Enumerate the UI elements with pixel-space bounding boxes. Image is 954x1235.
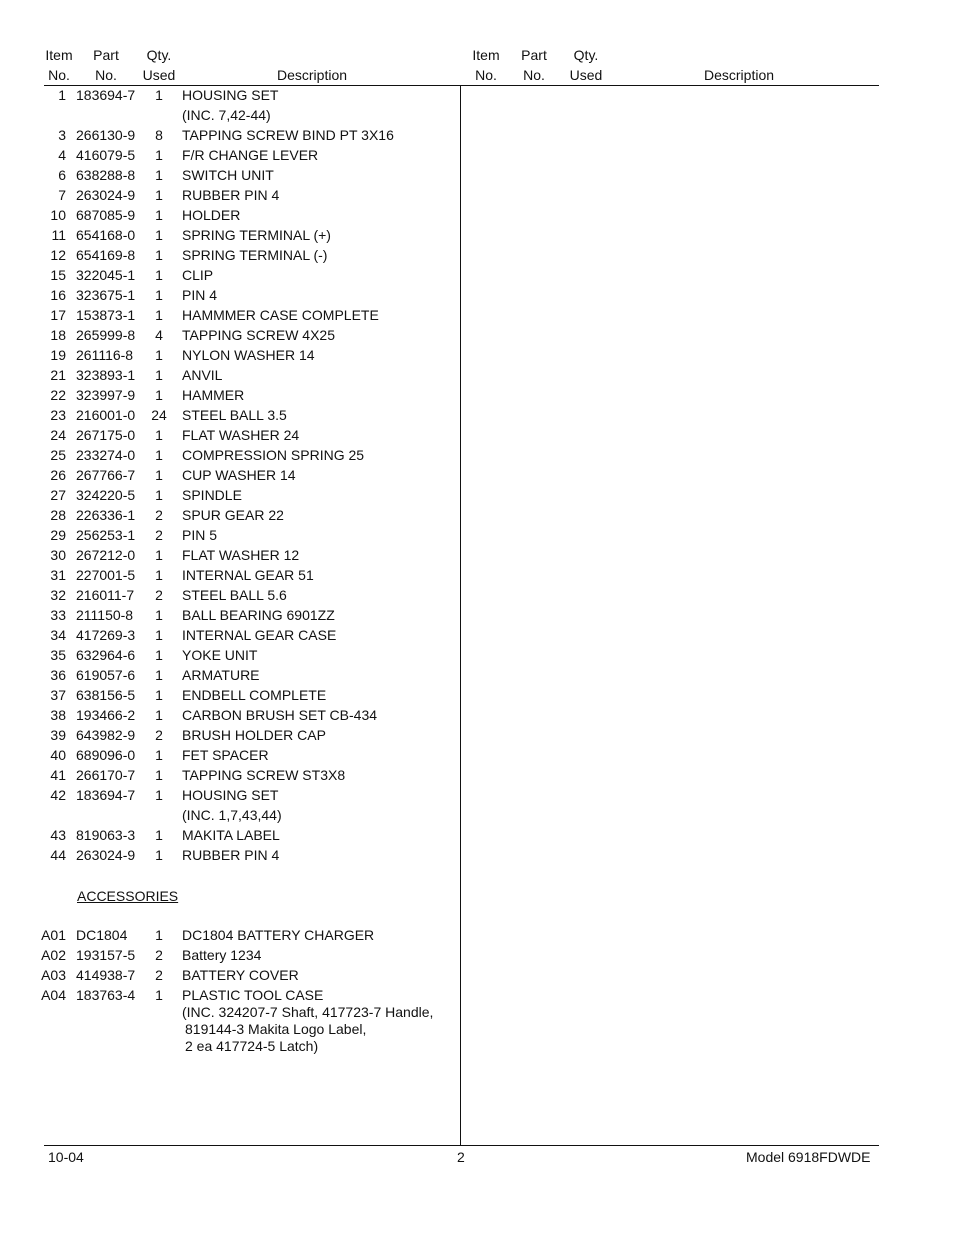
item-number: 33	[50, 607, 66, 623]
item-number: 37	[50, 687, 66, 703]
parts-row	[0, 365, 460, 385]
tool-case-note-line: 819144-3 Makita Logo Label,	[185, 1021, 367, 1037]
parts-row	[0, 685, 460, 705]
part-description: TAPPING SCREW BIND PT 3X16	[182, 127, 394, 143]
quantity-used: 1	[155, 147, 163, 163]
parts-row	[0, 945, 460, 965]
part-number: 263024-9	[76, 187, 136, 203]
parts-row	[0, 585, 460, 605]
quantity-used: 1	[155, 487, 163, 503]
quantity-used: 1	[155, 467, 163, 483]
part-number: 267175-0	[76, 427, 136, 443]
quantity-used: 2	[155, 587, 163, 603]
part-number: 322045-1	[76, 267, 136, 283]
part-number: 689096-0	[76, 747, 136, 763]
part-number: 216001-0	[76, 407, 136, 423]
quantity-used: 2	[155, 947, 163, 963]
parts-row	[0, 765, 460, 785]
parts-row	[0, 845, 460, 865]
part-number: 183694-7	[76, 87, 136, 103]
quantity-used: 2	[155, 967, 163, 983]
part-description: TAPPING SCREW ST3X8	[182, 767, 346, 783]
part-description: BALL BEARING 6901ZZ	[182, 607, 335, 623]
part-number: 233274-0	[76, 447, 136, 463]
part-number: 183763-4	[76, 987, 136, 1003]
parts-row	[0, 85, 460, 105]
part-description: PLASTIC TOOL CASE	[182, 987, 324, 1003]
item-number: 31	[50, 567, 66, 583]
quantity-used: 8	[155, 127, 163, 143]
part-number: 265999-8	[76, 327, 136, 343]
parts-row	[0, 985, 460, 1005]
part-number: 638288-8	[76, 167, 136, 183]
item-number: 32	[50, 587, 66, 603]
part-description: HOUSING SET	[182, 787, 279, 803]
part-number: 226336-1	[76, 507, 136, 523]
item-number: 43	[50, 827, 66, 843]
part-number: 819063-3	[76, 827, 136, 843]
part-number: 324220-5	[76, 487, 136, 503]
part-number: 211150-8	[76, 607, 134, 623]
quantity-used: 1	[155, 647, 163, 663]
part-description: FLAT WASHER 12	[182, 547, 300, 563]
part-number: 687085-9	[76, 207, 136, 223]
part-number: 263024-9	[76, 847, 136, 863]
parts-row	[0, 265, 460, 285]
part-number: 323893-1	[76, 367, 136, 383]
parts-row	[0, 445, 460, 465]
parts-row	[0, 425, 460, 445]
item-number: 12	[50, 247, 66, 263]
parts-row	[0, 785, 460, 805]
item-number: 39	[50, 727, 66, 743]
item-number: 10	[50, 207, 66, 223]
quantity-used: 1	[155, 247, 163, 263]
quantity-used: 1	[155, 427, 163, 443]
quantity-used: 1	[155, 847, 163, 863]
parts-row	[0, 545, 460, 565]
part-number: 654169-8	[76, 247, 136, 263]
item-number: 36	[50, 667, 66, 683]
item-number: 27	[50, 487, 66, 503]
item-number: 17	[50, 307, 66, 323]
parts-row	[0, 225, 460, 245]
header-item-no: Item No.	[45, 47, 73, 83]
item-number: 34	[50, 627, 66, 643]
part-description: ARMATURE	[182, 667, 260, 683]
part-description: COMPRESSION SPRING 25	[182, 447, 365, 463]
quantity-used: 2	[155, 727, 163, 743]
parts-row	[0, 725, 460, 745]
part-number: 632964-6	[76, 647, 136, 663]
item-number: 41	[50, 767, 66, 783]
quantity-used: 1	[155, 87, 163, 103]
part-number: 416079-5	[76, 147, 136, 163]
quantity-used: 1	[155, 167, 163, 183]
part-number: 643982-9	[76, 727, 136, 743]
parts-row	[0, 645, 460, 665]
parts-row	[0, 465, 460, 485]
part-description: HOUSING SET	[182, 87, 279, 103]
quantity-used: 1	[155, 447, 163, 463]
part-number: 267766-7	[76, 467, 136, 483]
item-number: 42	[50, 787, 66, 803]
part-description: FLAT WASHER 24	[182, 427, 300, 443]
part-description: SPINDLE	[182, 487, 242, 503]
item-number: 26	[50, 467, 66, 483]
part-description: DC1804 BATTERY CHARGER	[182, 927, 375, 943]
part-description: SPUR GEAR 22	[182, 507, 284, 523]
header-item-no-right: Item No.	[472, 47, 500, 83]
part-number: 267212-0	[76, 547, 136, 563]
part-description: (INC. 7,42-44)	[182, 107, 271, 123]
item-number: A04	[41, 987, 66, 1003]
part-number: 266130-9	[76, 127, 136, 143]
part-number: 193157-5	[76, 947, 136, 963]
item-number: 40	[50, 747, 66, 763]
part-description: CARBON BRUSH SET CB-434	[182, 707, 378, 723]
header-part-no-right: Part No.	[521, 47, 547, 83]
part-number: 261116-8	[76, 347, 134, 363]
item-number: 38	[50, 707, 66, 723]
column-divider	[460, 85, 461, 1145]
part-description: TAPPING SCREW 4X25	[182, 327, 336, 343]
part-number: 654168-0	[76, 227, 136, 243]
item-number: A01	[41, 927, 66, 943]
model-number: Model 6918FDWDE	[746, 1149, 871, 1165]
part-description: FET SPACER	[182, 747, 269, 763]
part-description: HAMMER	[182, 387, 245, 403]
item-number: 16	[50, 287, 66, 303]
footer-date: 10-04	[48, 1149, 84, 1165]
item-number: A02	[41, 947, 66, 963]
part-description: (INC. 1,7,43,44)	[182, 807, 282, 823]
parts-row	[0, 805, 460, 825]
header-qty-used: Qty. Used	[142, 47, 176, 83]
part-number: 417269-3	[76, 627, 136, 643]
parts-row	[0, 285, 460, 305]
quantity-used: 1	[155, 787, 163, 803]
part-description: INTERNAL GEAR 51	[182, 567, 314, 583]
parts-row	[0, 185, 460, 205]
quantity-used: 1	[155, 827, 163, 843]
item-number: 25	[50, 447, 66, 463]
part-description: NYLON WASHER 14	[182, 347, 315, 363]
quantity-used: 1	[155, 627, 163, 643]
part-description: RUBBER PIN 4	[182, 847, 280, 863]
parts-row	[0, 505, 460, 525]
item-number: 22	[50, 387, 66, 403]
part-number: 227001-5	[76, 567, 136, 583]
footer-rule	[44, 1145, 879, 1146]
parts-row	[0, 705, 460, 725]
quantity-used: 2	[155, 507, 163, 523]
part-number: 323997-9	[76, 387, 136, 403]
part-description: PIN 4	[182, 287, 218, 303]
parts-row	[0, 325, 460, 345]
item-number: 28	[50, 507, 66, 523]
tool-case-note-line: 2 ea 417724-5 Latch)	[185, 1038, 319, 1054]
parts-row	[0, 245, 460, 265]
part-description: STEEL BALL 3.5	[182, 407, 287, 423]
page-number: 2	[457, 1149, 465, 1165]
quantity-used: 1	[155, 227, 163, 243]
part-description: SPRING TERMINAL (+)	[182, 227, 331, 243]
quantity-used: 1	[155, 547, 163, 563]
part-description: SWITCH UNIT	[182, 167, 274, 183]
item-number: 3	[58, 127, 66, 143]
parts-row	[0, 105, 460, 125]
parts-row	[0, 605, 460, 625]
part-number: 193466-2	[76, 707, 136, 723]
parts-row	[0, 925, 460, 945]
parts-row	[0, 205, 460, 225]
part-description: MAKITA LABEL	[182, 827, 280, 843]
quantity-used: 1	[155, 767, 163, 783]
part-description: CLIP	[182, 267, 214, 283]
parts-row	[0, 965, 460, 985]
parts-row	[0, 825, 460, 845]
part-number: 256253-1	[76, 527, 136, 543]
parts-row	[0, 305, 460, 325]
quantity-used: 1	[155, 267, 163, 283]
quantity-used: 2	[155, 527, 163, 543]
item-number: 21	[50, 367, 66, 383]
part-number: DC1804	[76, 927, 128, 943]
part-number: 216011-7	[76, 587, 135, 603]
parts-row	[0, 745, 460, 765]
item-number: 30	[50, 547, 66, 563]
parts-row	[0, 405, 460, 425]
quantity-used: 1	[155, 747, 163, 763]
part-number: 414938-7	[76, 967, 136, 983]
quantity-used: 1	[155, 287, 163, 303]
quantity-used: 1	[155, 307, 163, 323]
item-number: 44	[50, 847, 66, 863]
item-number: 29	[50, 527, 66, 543]
part-description: BATTERY COVER	[182, 967, 299, 983]
parts-row	[0, 345, 460, 365]
item-number: 11	[51, 227, 66, 243]
part-description: ENDBELL COMPLETE	[182, 687, 327, 703]
quantity-used: 1	[155, 687, 163, 703]
accessories-title: ACCESSORIES	[77, 888, 179, 904]
part-description: HOLDER	[182, 207, 241, 223]
part-description: STEEL BALL 5.6	[182, 587, 287, 603]
part-number: 153873-1	[76, 307, 136, 323]
part-description: PIN 5	[182, 527, 218, 543]
part-description: CUP WASHER 14	[182, 467, 296, 483]
item-number: 19	[50, 347, 66, 363]
parts-row	[0, 385, 460, 405]
part-number: 183694-7	[76, 787, 136, 803]
part-description: ANVIL	[182, 367, 223, 383]
parts-row	[0, 485, 460, 505]
item-number: 6	[58, 167, 66, 183]
tool-case-note-line: (INC. 324207-7 Shaft, 417723-7 Handle,	[182, 1004, 434, 1020]
item-number: 7	[58, 187, 66, 203]
quantity-used: 24	[151, 407, 167, 423]
parts-row	[0, 565, 460, 585]
item-number: 35	[50, 647, 66, 663]
quantity-used: 1	[155, 667, 163, 683]
part-number: 638156-5	[76, 687, 136, 703]
quantity-used: 1	[155, 187, 163, 203]
part-description: BRUSH HOLDER CAP	[182, 727, 326, 743]
parts-row	[0, 145, 460, 165]
item-number: 18	[50, 327, 66, 343]
parts-row	[0, 165, 460, 185]
header-description: Description	[276, 67, 348, 83]
header-qty-used-right: Qty. Used	[569, 47, 603, 83]
item-number: A03	[41, 967, 66, 983]
header-description-right: Description	[703, 67, 775, 83]
quantity-used: 1	[155, 707, 163, 723]
item-number: 24	[50, 427, 66, 443]
part-description: INTERNAL GEAR CASE	[182, 627, 337, 643]
quantity-used: 1	[155, 207, 163, 223]
part-description: YOKE UNIT	[182, 647, 258, 663]
quantity-used: 4	[155, 327, 163, 343]
part-number: 266170-7	[76, 767, 136, 783]
part-description: RUBBER PIN 4	[182, 187, 280, 203]
item-number: 23	[50, 407, 66, 423]
part-description: HAMMMER CASE COMPLETE	[182, 307, 379, 323]
part-description: Battery 1234	[182, 947, 262, 963]
parts-row	[0, 525, 460, 545]
parts-row	[0, 625, 460, 645]
item-number: 1	[58, 87, 66, 103]
parts-row	[0, 125, 460, 145]
part-description: F/R CHANGE LEVER	[182, 147, 319, 163]
item-number: 4	[58, 147, 66, 163]
quantity-used: 1	[155, 367, 163, 383]
quantity-used: 1	[155, 987, 163, 1003]
part-description: SPRING TERMINAL (-)	[182, 247, 328, 263]
part-number: 323675-1	[76, 287, 136, 303]
header-part-no: Part No.	[93, 47, 119, 83]
quantity-used: 1	[155, 567, 163, 583]
quantity-used: 1	[155, 387, 163, 403]
quantity-used: 1	[155, 607, 163, 623]
quantity-used: 1	[155, 347, 163, 363]
parts-row	[0, 665, 460, 685]
item-number: 15	[50, 267, 66, 283]
quantity-used: 1	[155, 927, 163, 943]
part-number: 619057-6	[76, 667, 136, 683]
